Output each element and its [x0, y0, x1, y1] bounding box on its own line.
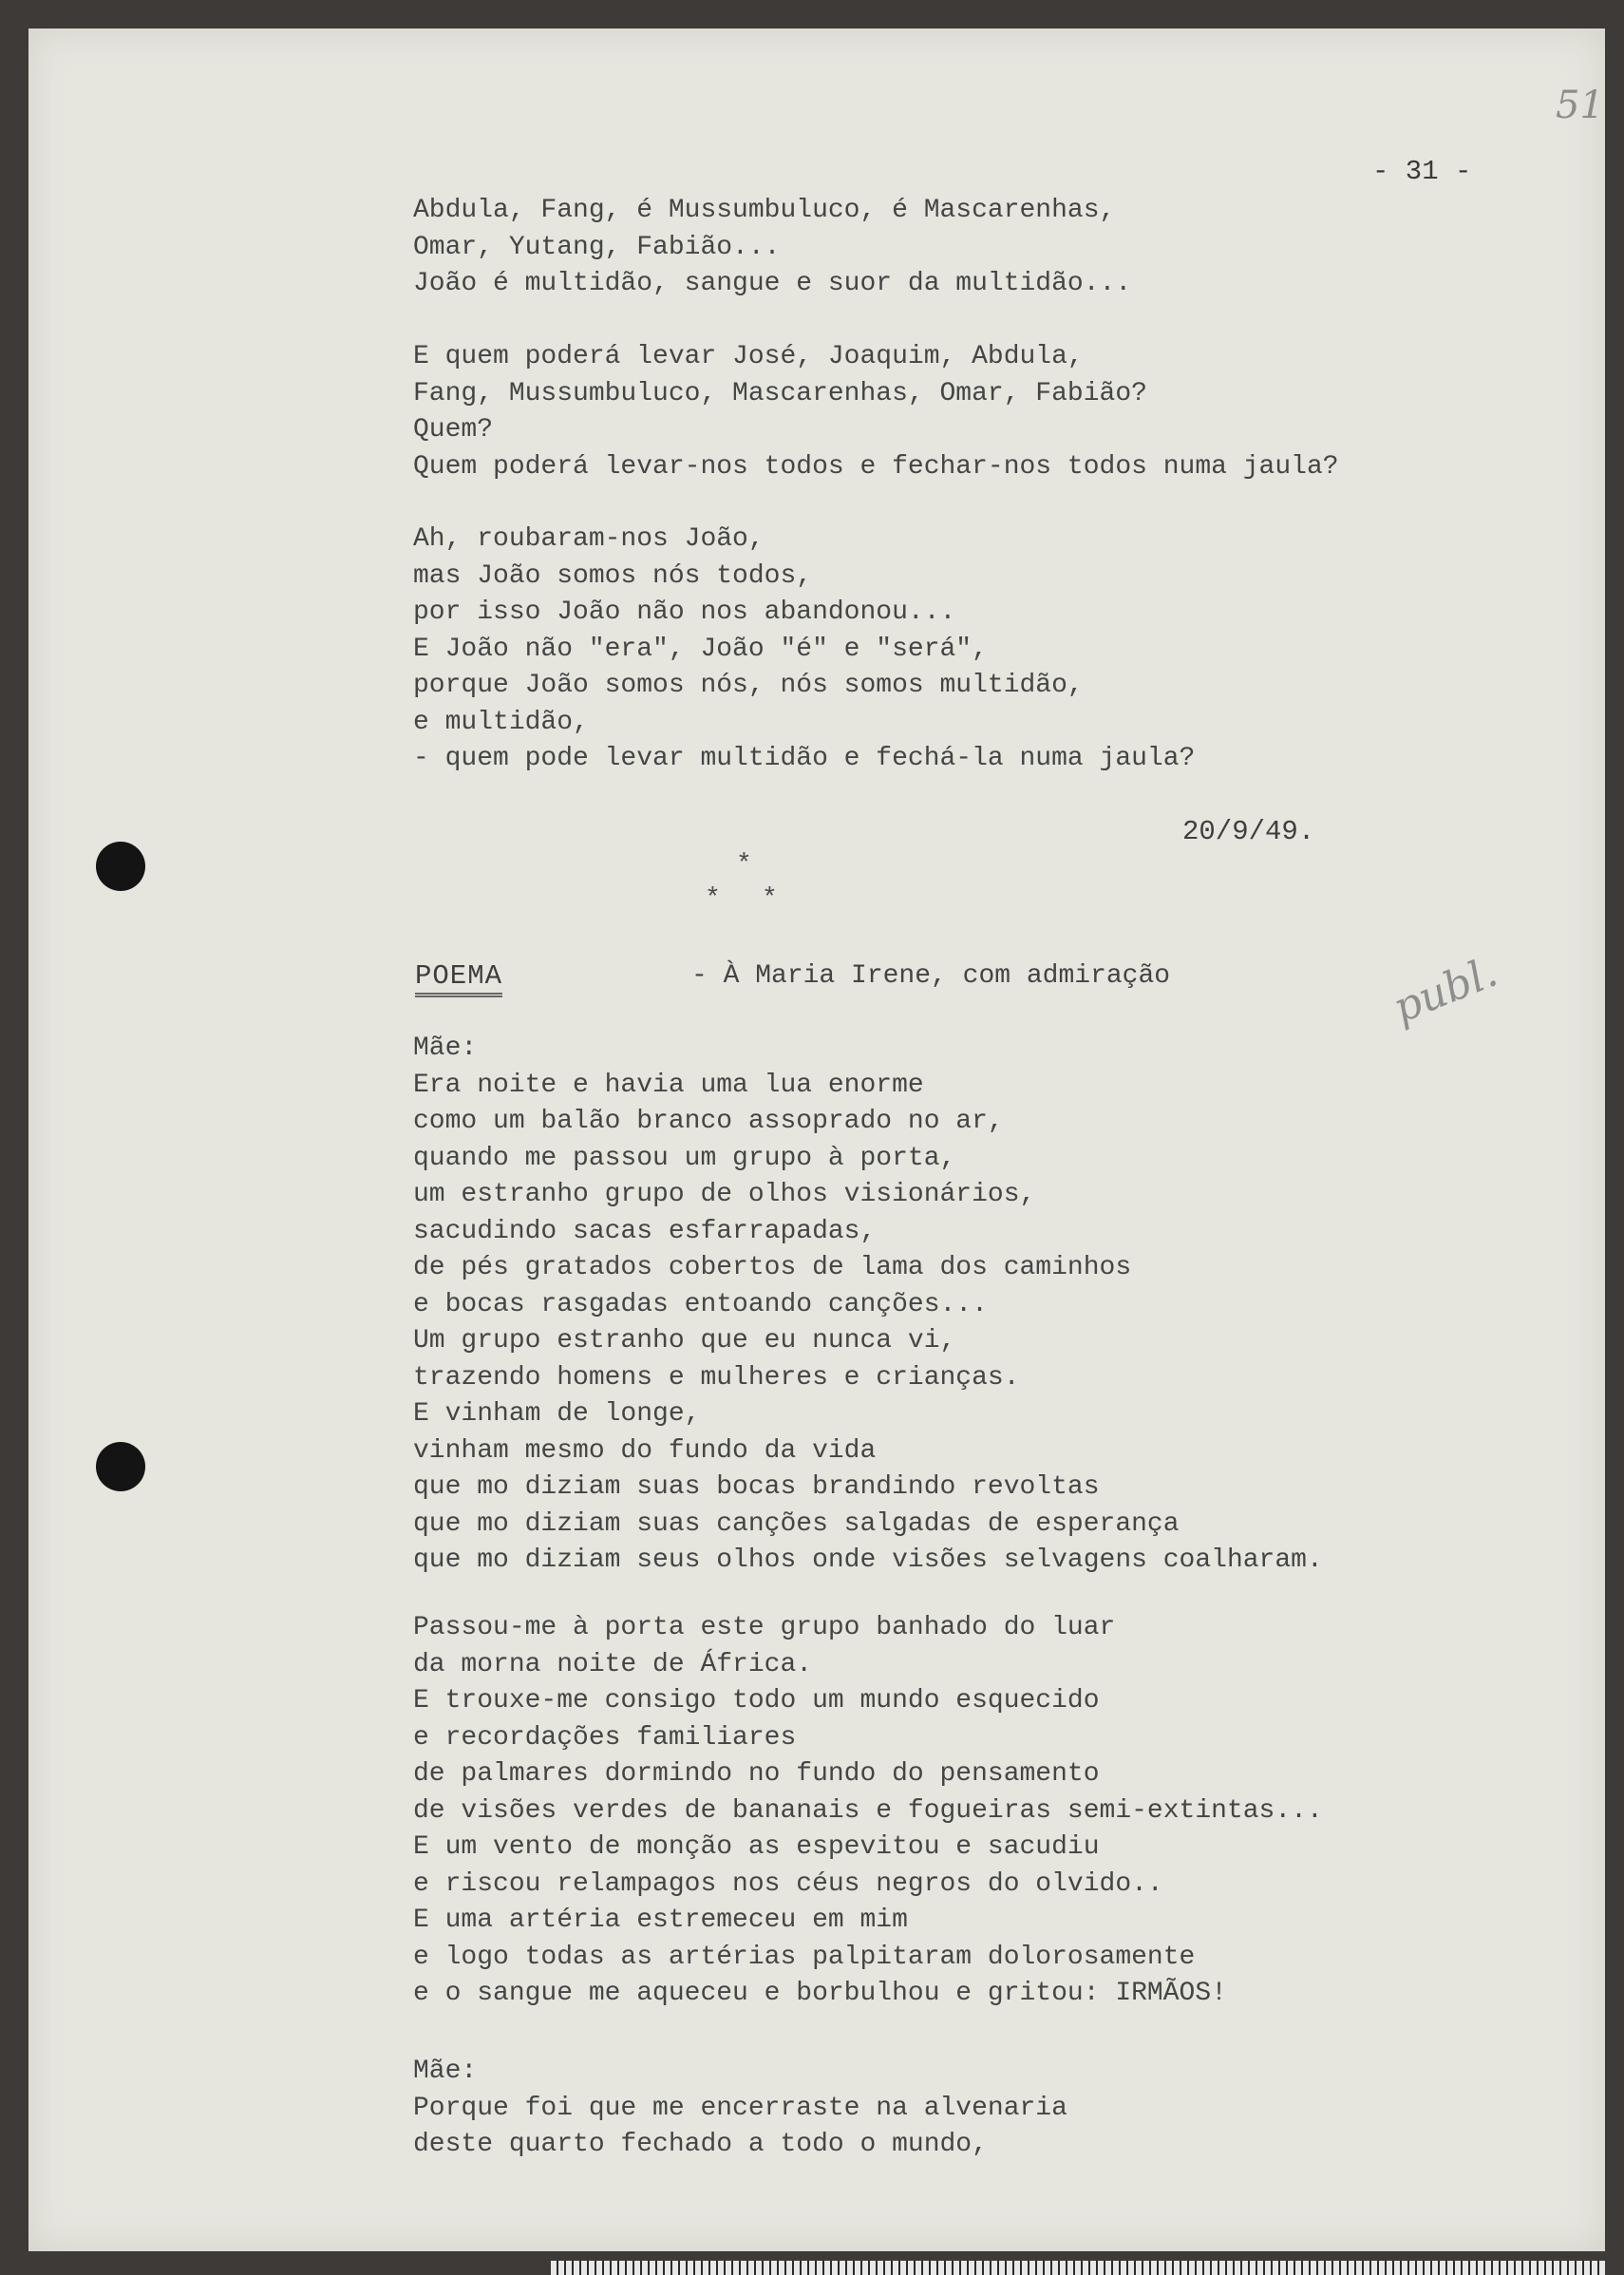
poem-line: e bocas rasgadas entoando canções... [413, 1289, 988, 1319]
poem-line: Mãe: [413, 1033, 478, 1063]
poem-line: que mo diziam suas canções salgadas de esperança [413, 1508, 1180, 1539]
handwritten-margin-note: publ. [1387, 947, 1504, 1033]
poem-line: sacudindo sacas esfarrapadas, [413, 1216, 877, 1246]
punch-hole [96, 842, 145, 891]
punch-hole [96, 1442, 145, 1491]
stanza [413, 1031, 1323, 1580]
poem-line: por isso João não nos abandonou... [413, 597, 956, 627]
poem-line: E um vento de monção as espevitou e sacudiu [413, 1832, 1100, 1862]
poem-line: João é multidão, sangue e suor da multidão... [413, 269, 1132, 298]
poem-line: quando me passou um grupo à porta, [413, 1143, 956, 1173]
stanza [413, 2054, 1067, 2164]
poem-line: de palmares dormindo no fundo do pensamento [413, 1759, 1100, 1789]
poem-line: E João não "era", João "é" e "será", [413, 634, 988, 664]
poem-line: mas João somos nós todos, [413, 560, 813, 591]
poem-line: vinham mesmo do fundo da vida [413, 1435, 877, 1466]
poem-line: Porque foi que me encerraste na alvenaria [413, 2093, 1067, 2123]
poem-title: POEMA [415, 961, 502, 997]
poem-line: E vinham de longe, [413, 1399, 701, 1429]
poem-line: Quem poderá levar-nos todos e fechar-nos todos numa jaula? [413, 451, 1339, 482]
poem-line: de pés gratados cobertos de lama dos caminhos [413, 1253, 1132, 1282]
page-number: - 31 - [1372, 156, 1472, 187]
poem-date: 20/9/49. [1182, 816, 1315, 847]
poem-line: trazendo homens e mulheres e crianças. [413, 1362, 1020, 1393]
poem-line: Fang, Mussumbuluco, Mascarenhas, Omar, Fabião? [413, 378, 1147, 408]
poem-line: Quem? [413, 415, 494, 445]
asterisk: * [762, 884, 778, 914]
poem-dedication: - À Maria Irene, com admiração [691, 961, 1171, 991]
poem-line: Mãe: [413, 2057, 478, 2086]
poem-line: e o sangue me aqueceu e borbulhou e gritou: IRMÃOS! [413, 1979, 1227, 2008]
asterisk: * [736, 850, 752, 880]
section-separator [693, 850, 788, 917]
poem-line: Abdula, Fang, é Mussumbuluco, é Mascarenhas, [413, 196, 1116, 225]
poem-line: e riscou relampagos nos céus negros do olvido.. [413, 1868, 1163, 1899]
poem-line: Passou-me à porta este grupo banhado do luar [413, 1613, 1116, 1642]
handwritten-page-mark: 51 [1556, 84, 1604, 127]
scan-ruler [551, 2261, 1605, 2275]
poem-line: E quem poderá levar José, Joaquim, Abdula, [413, 342, 1084, 371]
poem-line: - quem pode levar multidão e fechá-la numa jaula? [413, 744, 1196, 773]
poem-line: um estranho grupo de olhos visionários, [413, 1180, 1036, 1209]
stanza [413, 193, 1131, 303]
poem-line: E uma artéria estremeceu em mim [413, 1905, 908, 1935]
poem-line: que mo diziam suas bocas brandindo revoltas [413, 1472, 1100, 1502]
asterisk: * [705, 884, 721, 914]
poem-line: da morna noite de África. [413, 1649, 813, 1679]
poem-line: de visões verdes de bananais e fogueiras semi-extintas... [413, 1795, 1323, 1826]
poem-line: como um balão branco assoprado no ar, [413, 1107, 1004, 1136]
stanza [413, 521, 1195, 778]
poem-line: Era noite e havia uma lua enorme [413, 1070, 924, 1100]
stanza [413, 339, 1339, 485]
poem-line: Omar, Yutang, Fabião... [413, 232, 781, 262]
poem-line: porque João somos nós, nós somos multidão, [413, 671, 1084, 700]
poem-line: e logo todas as artérias palpitaram dolorosamente [413, 1942, 1196, 1972]
poem-line: Ah, roubaram-nos João, [413, 524, 765, 554]
stanza [413, 1610, 1323, 2013]
poem-line: e recordações familiares [413, 1722, 797, 1753]
poem-line: E trouxe-me consigo todo um mundo esquecido [413, 1686, 1100, 1716]
poem-line: Um grupo estranho que eu nunca vi, [413, 1326, 956, 1356]
poem-line: deste quarto fechado a todo o mundo, [413, 2130, 988, 2159]
poem-line: que mo diziam seus olhos onde visões selvagens coalharam. [413, 1545, 1323, 1575]
poem-line: e multidão, [413, 707, 589, 737]
